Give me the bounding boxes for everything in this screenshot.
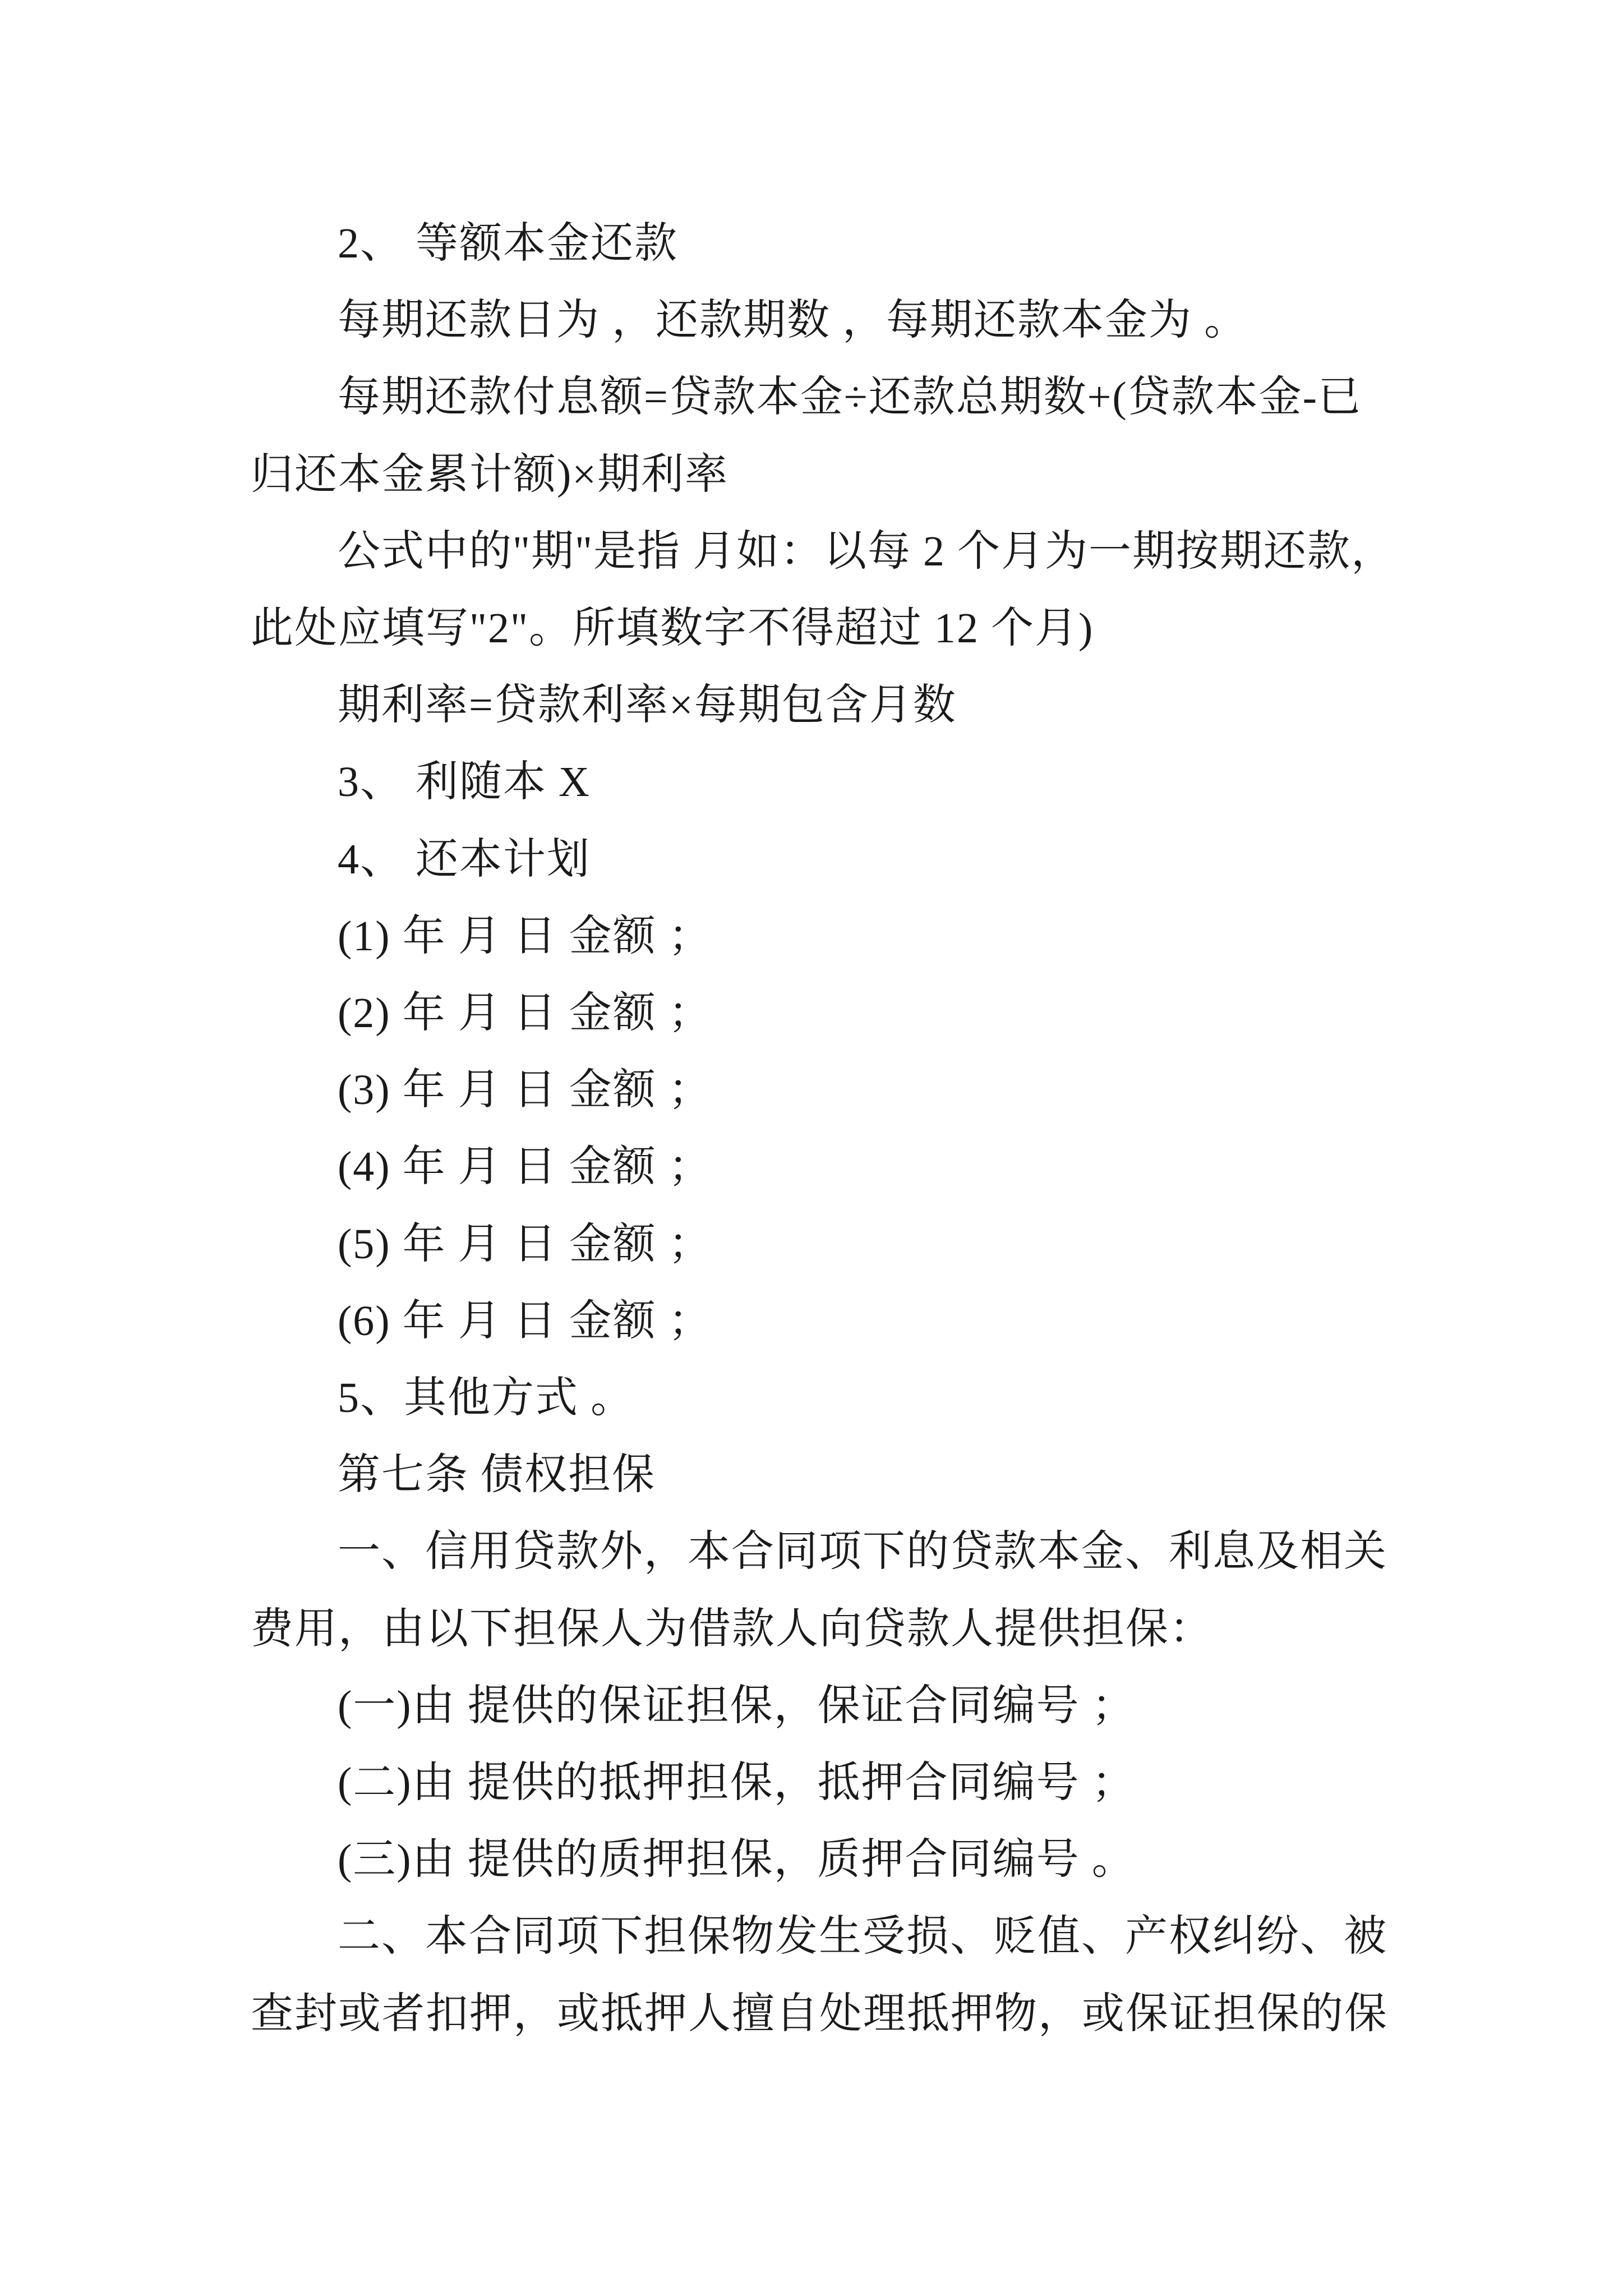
paragraph-line: 费用，由以下担保人为借款人向贷款人提供担保： — [251, 1605, 1213, 1653]
plan-item: (6) 年 月 日 金额 ； — [338, 1297, 712, 1345]
guarantee-item: (一)由 提供的保证担保，保证合同编号 ； — [338, 1682, 1136, 1729]
plan-item: (5) 年 月 日 金额 ； — [338, 1221, 712, 1268]
section-heading: 5、其他方式 。 — [338, 1374, 634, 1421]
paragraph-line: 二、本合同项下担保物发生受损、贬值、产权纠纷、被 — [338, 1913, 1387, 1960]
paragraph-line: 一、信用贷款外，本合同项下的贷款本金、利息及相关 — [338, 1528, 1387, 1575]
guarantee-item: (三)由 提供的质押担保，质押合同编号 。 — [338, 1836, 1136, 1883]
section-heading: 3、 利随本 X — [338, 758, 591, 806]
paragraph-line: 每期还款日为 ，还款期数 ，每期还款本金为 。 — [338, 297, 1248, 344]
paragraph-line: 查封或者扣押，或抵押人擅自处理抵押物，或保证担保的保 — [251, 1990, 1388, 2037]
guarantee-item: (二)由 提供的抵押担保，抵押合同编号 ； — [338, 1759, 1136, 1806]
plan-item: (4) 年 月 日 金额 ； — [338, 1143, 712, 1190]
paragraph-line: 每期还款付息额=贷款本金÷还款总期数+(贷款本金-已 — [338, 374, 1362, 421]
article-title: 第七条 债权担保 — [338, 1451, 656, 1498]
paragraph-line: 公式中的"期"是指 月如：以每 2 个月为一期按期还款， — [338, 528, 1395, 575]
paragraph-line: 归还本金累计额)×期利率 — [251, 451, 729, 498]
section-heading: 2、 等额本金还款 — [338, 220, 678, 267]
plan-item: (2) 年 月 日 金额 ； — [338, 990, 712, 1037]
section-heading: 4、 还本计划 — [338, 836, 591, 883]
paragraph-line: 期利率=贷款利率×每期包含月数 — [338, 682, 957, 729]
plan-item: (1) 年 月 日 金额 ； — [338, 913, 712, 960]
paragraph-line: 此处应填写"2"。所填数字不得超过 12 个月) — [251, 605, 1094, 652]
plan-item: (3) 年 月 日 金额 ； — [338, 1066, 712, 1114]
